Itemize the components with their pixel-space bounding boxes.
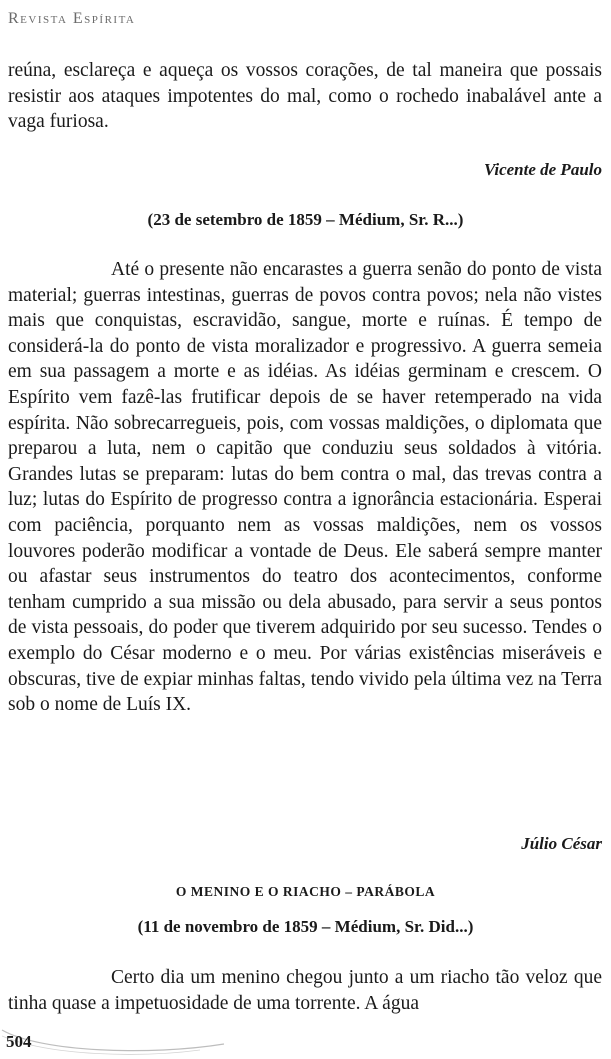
signature-julio-cesar: Júlio César <box>521 834 602 853</box>
paragraph-continuation: reúna, esclareça e aqueça os vossos corações, de tal maneira que possais resistir aos ataques impotentes do mal, como o rochedo inabalável ante a vaga furiosa. <box>8 60 602 133</box>
page-number: 504 <box>6 1032 32 1051</box>
signature-vicente-de-paulo: Vicente de Paulo <box>483 160 602 179</box>
section-title: O MENINO E O RIACHO – PARÁBOLA <box>175 884 436 899</box>
dateline-first: (23 de setembro de 1859 – Médium, Sr. R...) <box>147 210 464 229</box>
running-head: Revista Espírita <box>8 10 136 27</box>
page-ornament-icon <box>0 1026 230 1059</box>
paragraph-parable-start: Certo dia um menino chegou junto a um riacho tão veloz que tinha quase a impetuosidade de uma torrente. A água <box>8 967 602 1014</box>
dateline-second: (11 de novembro de 1859 – Médium, Sr. Did...) <box>137 917 474 936</box>
paragraph-message: Até o presente não encarastes a guerra senão do ponto de vista material; guerras intestinas, guerras de povos contra povos; nela não vistes mais que conquistas, escravidão, sangue, morte e ruínas. É tempo de considerá-la do ponto de vista moralizador e progressivo. A guerra semeia em sua passagem a morte e as idéias. As idéias germinam e crescem. O Espírito vem fazê-las frutificar depois de se haver retemperado na vida espírita. Não sobrecarregueis, pois, com vossas maldições, o diplomata que preparou a luta, nem o capitão que conduziu seus soldados à vitória. Grandes lutas se preparam: lutas do bem contra o mal, das trevas contra a luz; lutas do Espírito de progresso contra a ignorância estacionária. Esperai com paciência, porquanto nem as vossas maldições, nem os vossos louvores poderão modificar a vontade de Deus. Ele saberá sempre manter ou afastar seus instrumentos do teatro dos acontecimentos, conforme tenham cumprido a sua missão ou dela abusado, para servir a seus pontos de vista pessoais, do poder que tiverem adquirido por seu sucesso. Tendes o exemplo do César moderno e o meu. Por várias existências miseráveis e obscuras, tive de expiar minhas faltas, tendo vivido pela última vez na Terra sob o nome de Luís IX. <box>8 259 602 716</box>
